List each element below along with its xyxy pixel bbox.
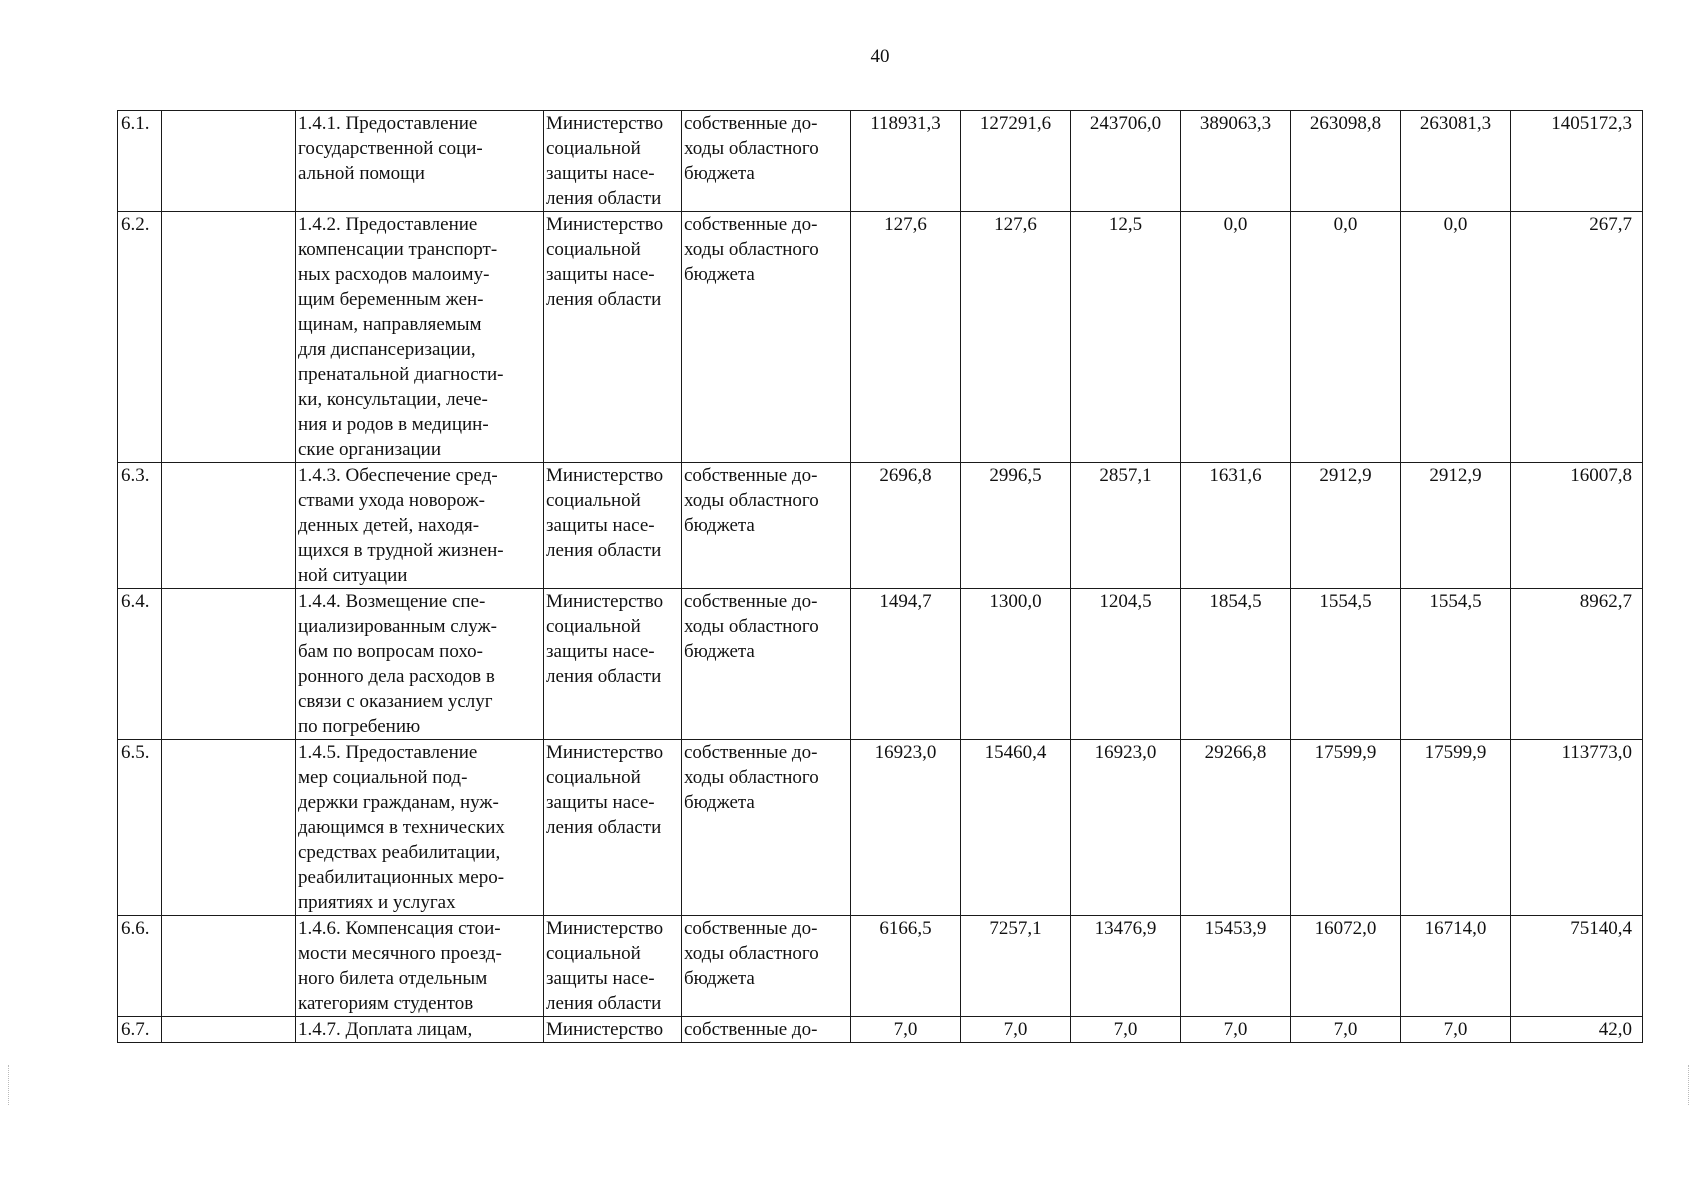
table-row: [118, 1017, 1643, 1043]
row-executor: Министерство социальной защиты насе- ления области: [544, 463, 682, 589]
row-year-value: 15460,4: [961, 740, 1071, 916]
table-row: [118, 916, 1643, 1017]
table-row: [118, 740, 1643, 916]
row-code: 6.2.: [118, 212, 162, 463]
row-year-value: 1494,7: [851, 589, 961, 740]
row-year-value: 6166,5: [851, 916, 961, 1017]
row-year-value: 7257,1: [961, 916, 1071, 1017]
row-year-value: 1631,6: [1181, 463, 1291, 589]
table-row: [118, 463, 1643, 589]
row-total-value: 267,7: [1511, 212, 1643, 463]
row-total-value: 8962,7: [1511, 589, 1643, 740]
row-year-value: 16072,0: [1291, 916, 1401, 1017]
row-year-value: 7,0: [1071, 1017, 1181, 1043]
row-measure-name: 1.4.4. Возмещение спе- циализированным служ- бам по вопросам похо- ронного дела расходов в связи с оказанием услуг по погребению: [296, 589, 544, 740]
row-year-value: 1300,0: [961, 589, 1071, 740]
row-year-value: 7,0: [1401, 1017, 1511, 1043]
row-executor: Министерство социальной защиты насе- ления области: [544, 589, 682, 740]
row-year-value: 29266,8: [1181, 740, 1291, 916]
row-year-value: 17599,9: [1291, 740, 1401, 916]
row-code: 6.3.: [118, 463, 162, 589]
row-code: 6.7.: [118, 1017, 162, 1043]
row-year-value: 7,0: [1181, 1017, 1291, 1043]
scan-edge-left: [8, 1065, 10, 1105]
row-year-value: 1554,5: [1291, 589, 1401, 740]
row-total-value: 113773,0: [1511, 740, 1643, 916]
row-year-value: 389063,3: [1181, 111, 1291, 212]
row-executor: Министерство социальной защиты насе- ления области: [544, 916, 682, 1017]
row-blank-cell: [162, 463, 296, 589]
row-year-value: 7,0: [851, 1017, 961, 1043]
row-total-value: 42,0: [1511, 1017, 1643, 1043]
row-year-value: 2696,8: [851, 463, 961, 589]
row-year-value: 7,0: [1291, 1017, 1401, 1043]
row-code: 6.4.: [118, 589, 162, 740]
row-year-value: 127291,6: [961, 111, 1071, 212]
row-year-value: 16923,0: [851, 740, 961, 916]
row-year-value: 12,5: [1071, 212, 1181, 463]
row-blank-cell: [162, 589, 296, 740]
page-number: 40: [870, 46, 890, 67]
row-measure-name: 1.4.7. Доплата лицам,: [296, 1017, 544, 1043]
row-year-value: 16714,0: [1401, 916, 1511, 1017]
row-funding-source: собственные до- ходы областного бюджета: [682, 212, 851, 463]
row-executor: Министерство социальной защиты насе- ления области: [544, 740, 682, 916]
row-year-value: 263098,8: [1291, 111, 1401, 212]
row-year-value: 118931,3: [851, 111, 961, 212]
row-year-value: 2912,9: [1401, 463, 1511, 589]
row-measure-name: 1.4.2. Предоставление компенсации транспорт- ных расходов малоиму- щим беременным жен- щинам, направляемым для диспансеризации, пренатальной диагности- ки, консультации, лече- ния и родов в медицин- ские организации: [296, 212, 544, 463]
budget-table: [117, 110, 1643, 1043]
row-year-value: 127,6: [961, 212, 1071, 463]
row-year-value: 15453,9: [1181, 916, 1291, 1017]
row-year-value: 263081,3: [1401, 111, 1511, 212]
row-funding-source: собственные до-: [682, 1017, 851, 1043]
row-executor: Министерство социальной защиты насе- ления области: [544, 111, 682, 212]
row-year-value: 2996,5: [961, 463, 1071, 589]
row-blank-cell: [162, 916, 296, 1017]
row-blank-cell: [162, 212, 296, 463]
table-row: [118, 589, 1643, 740]
row-funding-source: собственные до- ходы областного бюджета: [682, 589, 851, 740]
row-blank-cell: [162, 111, 296, 212]
row-funding-source: собственные до- ходы областного бюджета: [682, 740, 851, 916]
row-measure-name: 1.4.6. Компенсация стои- мости месячного проезд- ного билета отдельным категориям студентов: [296, 916, 544, 1017]
row-total-value: 16007,8: [1511, 463, 1643, 589]
row-total-value: 1405172,3: [1511, 111, 1643, 212]
row-year-value: 2857,1: [1071, 463, 1181, 589]
row-year-value: 0,0: [1401, 212, 1511, 463]
row-code: 6.6.: [118, 916, 162, 1017]
row-blank-cell: [162, 1017, 296, 1043]
row-executor: Министерство: [544, 1017, 682, 1043]
row-year-value: 243706,0: [1071, 111, 1181, 212]
row-year-value: 0,0: [1181, 212, 1291, 463]
row-measure-name: 1.4.5. Предоставление мер социальной под- держки гражданам, нуж- дающимся в технических средствах реабилитации, реабилитационных меро- приятиях и услугах: [296, 740, 544, 916]
row-blank-cell: [162, 740, 296, 916]
row-year-value: 16923,0: [1071, 740, 1181, 916]
row-measure-name: 1.4.1. Предоставление государственной соци- альной помощи: [296, 111, 544, 212]
row-year-value: 1554,5: [1401, 589, 1511, 740]
row-year-value: 1204,5: [1071, 589, 1181, 740]
row-measure-name: 1.4.3. Обеспечение сред- ствами ухода новорож- денных детей, находя- щихся в трудной жизнен- ной ситуации: [296, 463, 544, 589]
row-year-value: 127,6: [851, 212, 961, 463]
row-year-value: 1854,5: [1181, 589, 1291, 740]
row-code: 6.1.: [118, 111, 162, 212]
row-executor: Министерство социальной защиты насе- ления области: [544, 212, 682, 463]
row-year-value: 2912,9: [1291, 463, 1401, 589]
row-total-value: 75140,4: [1511, 916, 1643, 1017]
table-row: [118, 212, 1643, 463]
row-year-value: 0,0: [1291, 212, 1401, 463]
row-funding-source: собственные до- ходы областного бюджета: [682, 916, 851, 1017]
row-year-value: 13476,9: [1071, 916, 1181, 1017]
row-year-value: 17599,9: [1401, 740, 1511, 916]
table-body: [118, 111, 1643, 1043]
row-funding-source: собственные до- ходы областного бюджета: [682, 463, 851, 589]
table-row: [118, 111, 1643, 212]
row-year-value: 7,0: [961, 1017, 1071, 1043]
row-funding-source: собственные до- ходы областного бюджета: [682, 111, 851, 212]
row-code: 6.5.: [118, 740, 162, 916]
scan-edge-right: [1688, 1065, 1690, 1105]
